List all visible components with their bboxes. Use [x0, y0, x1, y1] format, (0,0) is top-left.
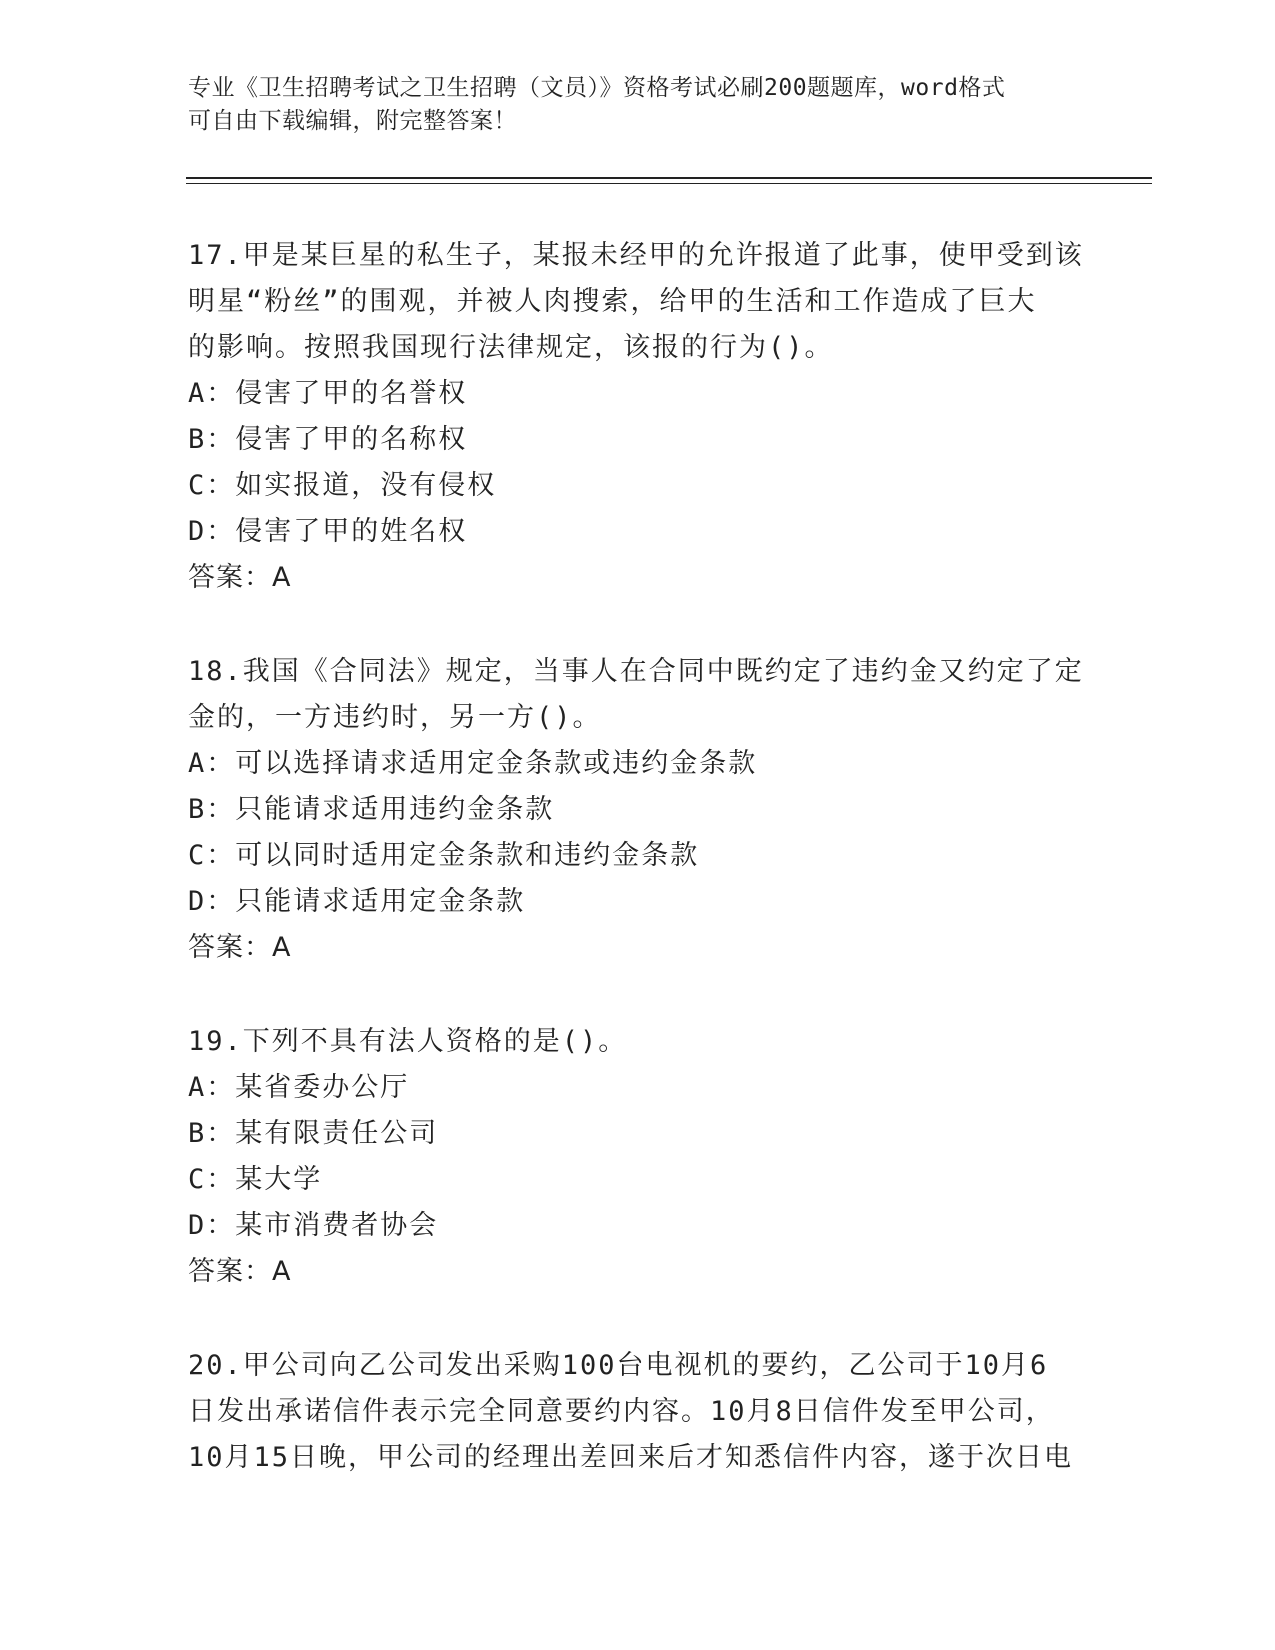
question-stem-line: 的影响。按照我国现行法律规定，该报的行为()。 — [188, 332, 834, 363]
option-c: C：可以同时适用定金条款和违约金条款 — [188, 840, 700, 871]
option-b: B：某有限责任公司 — [188, 1118, 439, 1149]
option-c: C：某大学 — [188, 1164, 323, 1195]
option-a: A：某省委办公厅 — [188, 1072, 410, 1103]
document-header — [188, 72, 1068, 138]
question-stem-line: 明星“粉丝”的围观，并被人肉搜索，给甲的生活和工作造成了巨大 — [188, 286, 1037, 317]
option-d: D：某市消费者协会 — [188, 1210, 439, 1241]
answer-line: 答案：A — [188, 1256, 292, 1287]
question-19 — [188, 1019, 1088, 1295]
question-stem-line: 19.下列不具有法人资格的是()。 — [188, 1026, 628, 1057]
option-a: A：可以选择请求适用定金条款或违约金条款 — [188, 748, 758, 779]
option-a: A：侵害了甲的名誉权 — [188, 378, 468, 409]
option-b: B：侵害了甲的名称权 — [188, 424, 468, 455]
answer-line: 答案：A — [188, 932, 292, 963]
option-b: B：只能请求适用违约金条款 — [188, 794, 555, 825]
header-rule-thick — [186, 177, 1152, 179]
question-stem-line: 18.我国《合同法》规定，当事人在合同中既约定了违约金又约定了定 — [188, 656, 1084, 687]
question-stem-line: 金的，一方违约时，另一方()。 — [188, 702, 602, 733]
option-d: D：侵害了甲的姓名权 — [188, 516, 468, 547]
question-stem-line: 10月15日晚，甲公司的经理出差回来后才知悉信件内容，遂于次日电 — [188, 1442, 1074, 1473]
header-line-1: 专业《卫生招聘考试之卫生招聘（文员）》资格考试必刷200题题库，word格式 — [188, 75, 1006, 101]
answer-line: 答案：A — [188, 562, 292, 593]
question-18 — [188, 649, 1088, 971]
question-stem-line: 17.甲是某巨星的私生子，某报未经甲的允许报道了此事，使甲受到该 — [188, 240, 1084, 271]
question-stem-line: 20.甲公司向乙公司发出采购100台电视机的要约，乙公司于10月6 — [188, 1350, 1049, 1381]
header-line-2: 可自由下载编辑，附完整答案！ — [188, 108, 517, 134]
option-c: C：如实报道，没有侵权 — [188, 470, 497, 501]
question-list — [188, 233, 1088, 1481]
spacer — [188, 1295, 1088, 1343]
question-20 — [188, 1343, 1088, 1481]
option-d: D：只能请求适用定金条款 — [188, 886, 526, 917]
spacer — [188, 601, 1088, 649]
question-17 — [188, 233, 1088, 601]
header-rule-thin — [186, 183, 1152, 184]
question-stem-line: 日发出承诺信件表示完全同意要约内容。10月8日信件发至甲公司， — [188, 1396, 1055, 1427]
spacer — [188, 971, 1088, 1019]
